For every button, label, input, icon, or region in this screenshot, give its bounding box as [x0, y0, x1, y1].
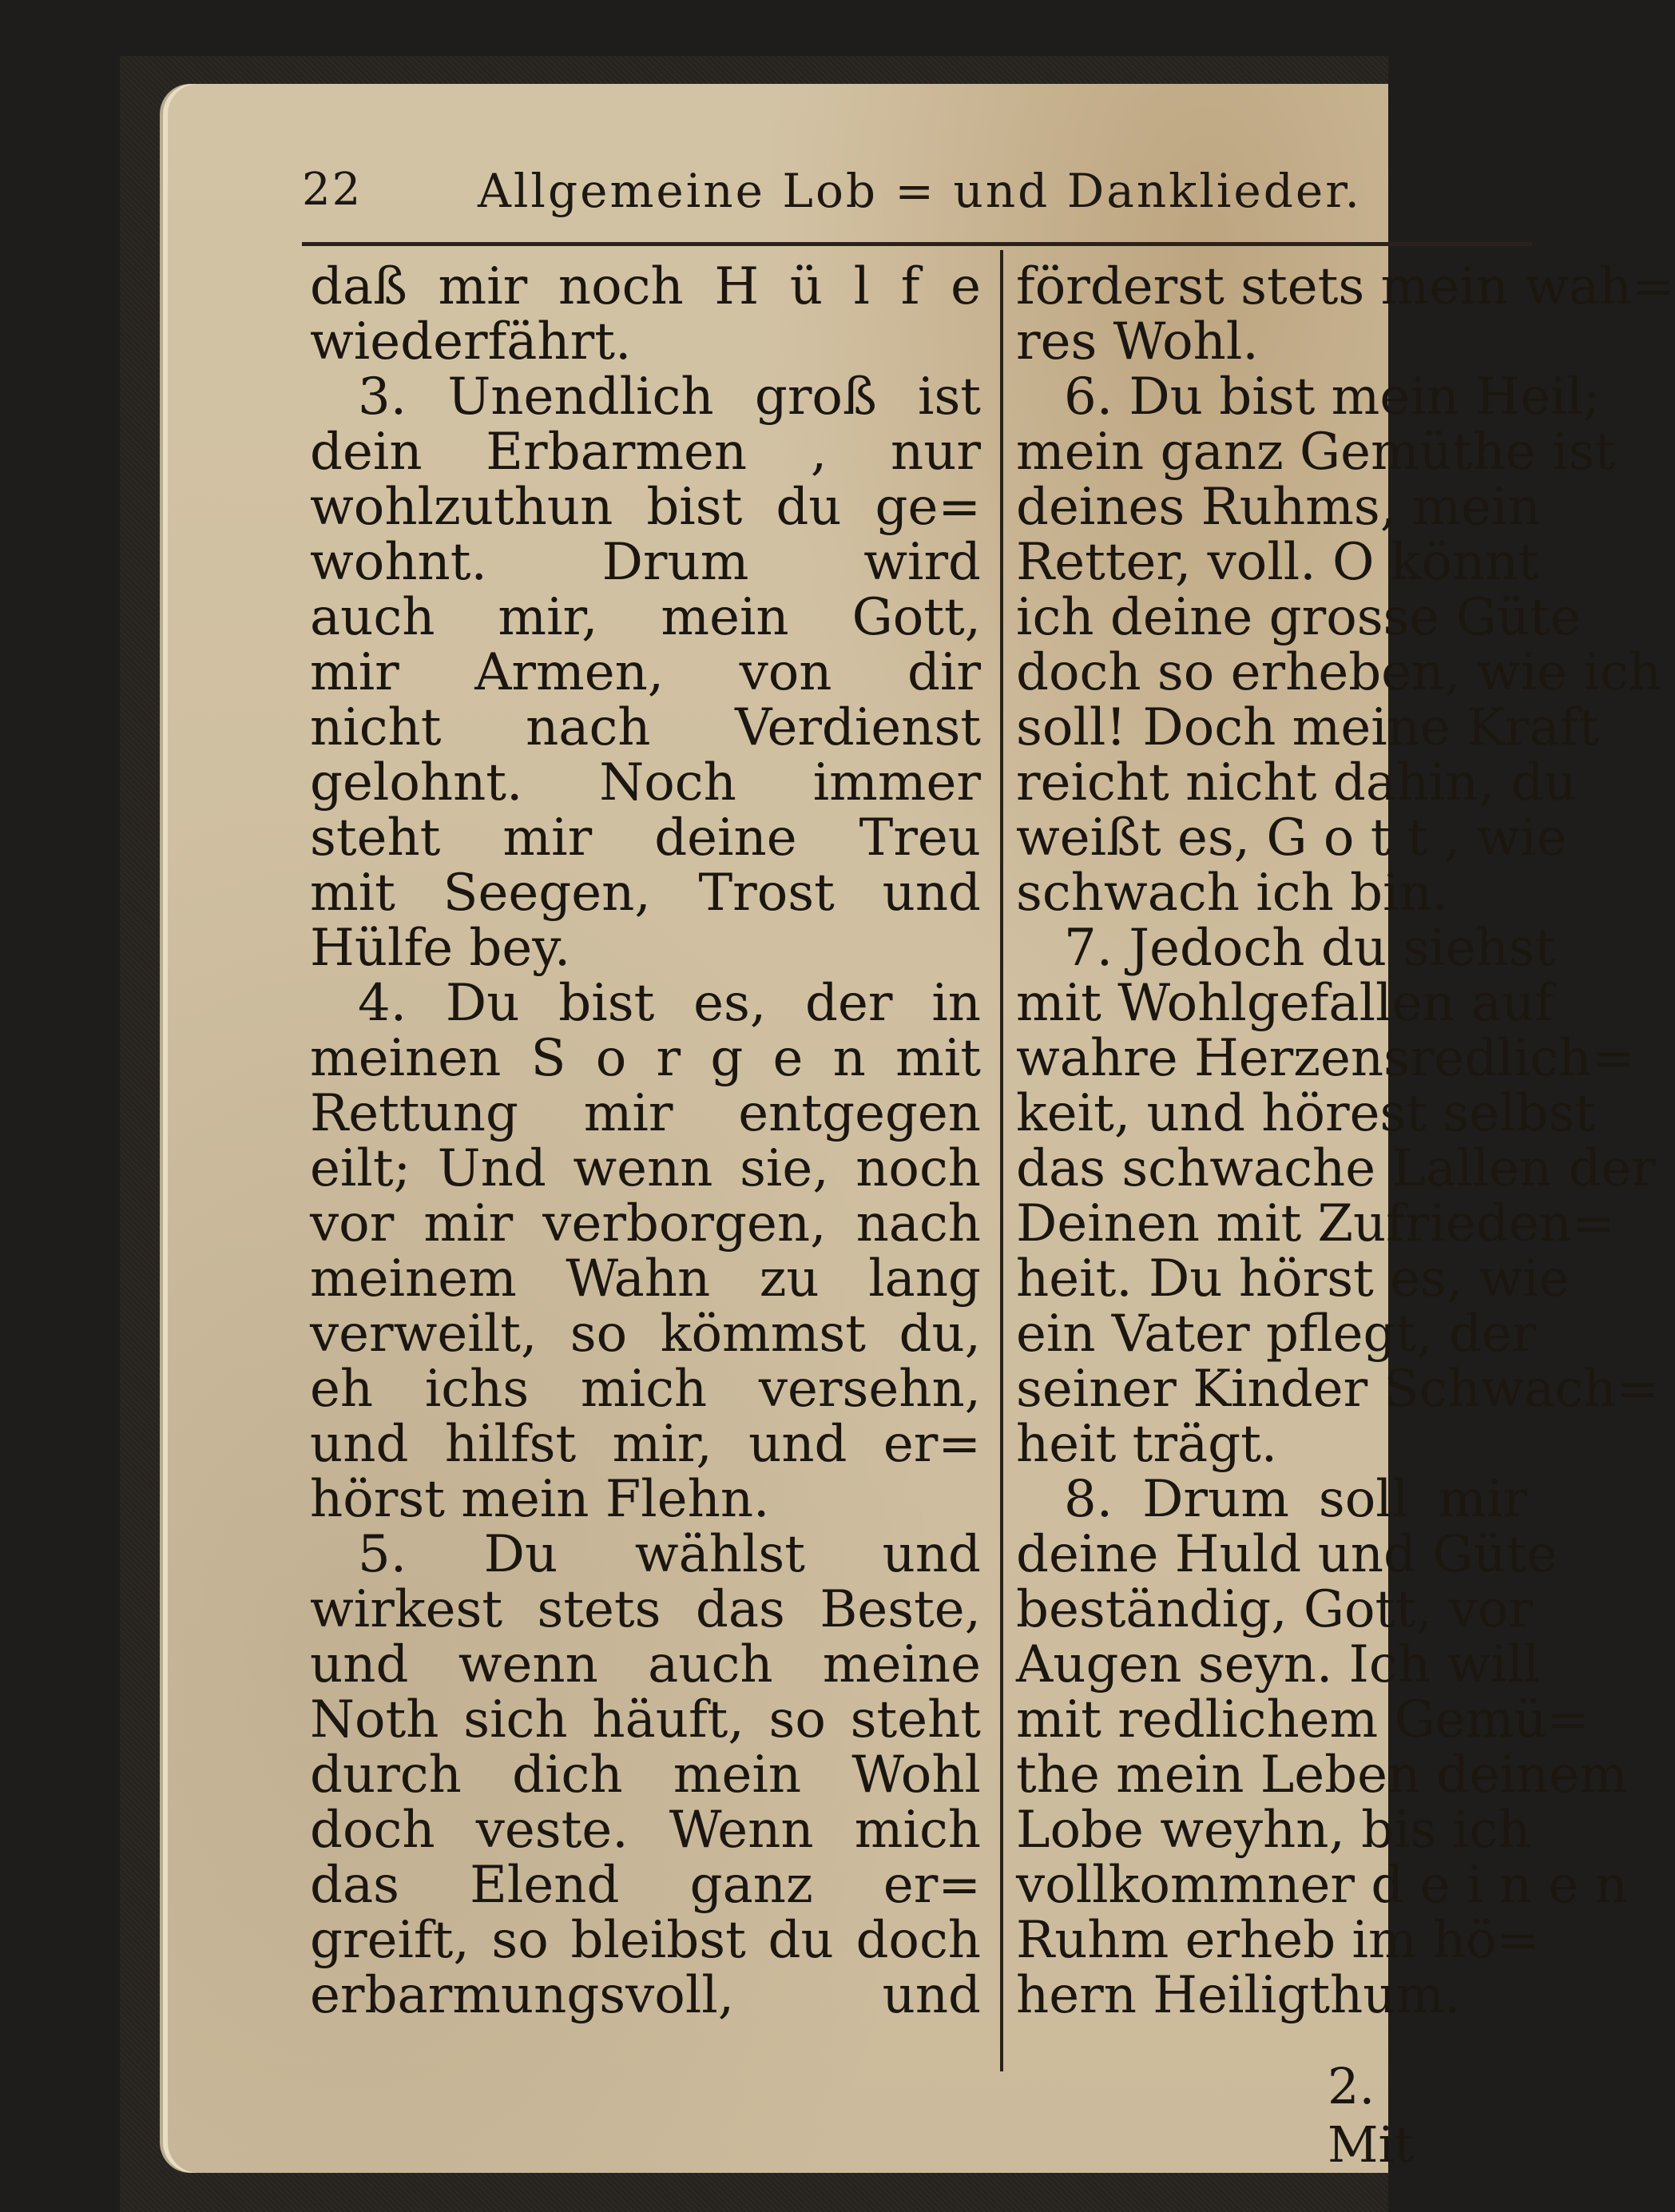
- text-line: erbarmungsvoll, und: [310, 1966, 981, 2025]
- text-line: vor mir verborgen, nach: [310, 1194, 981, 1253]
- text-line: Noth sich häuft, so steht: [310, 1690, 981, 1749]
- text-line: 3. Unendlich groß ist: [358, 367, 981, 427]
- text-line: Hülfe bey.: [310, 919, 571, 978]
- text-line: ein Vater pflegt, der: [1016, 1305, 1537, 1364]
- text-line: eilt; Und wenn sie, noch: [310, 1139, 981, 1198]
- text-line: und hilfst mir, und er=: [310, 1415, 981, 1474]
- text-line: Retter, voll. O könnt: [1016, 533, 1539, 592]
- text-line: the mein Leben deinem: [1016, 1745, 1628, 1805]
- text-line: 6. Du bist mein Heil;: [1064, 367, 1601, 427]
- text-line: mit Seegen, Trost und: [310, 864, 981, 923]
- text-line: steht mir deine Treu: [310, 808, 981, 868]
- text-line: und wenn auch meine: [310, 1635, 981, 1694]
- running-title: Allgemeine Lob = und Danklieder.: [478, 164, 1362, 218]
- text-line: greift, so bleibst du doch: [310, 1911, 981, 1970]
- header-rule: [302, 242, 1532, 246]
- text-line: durch dich mein Wohl: [310, 1745, 981, 1805]
- text-line: beständig, Gott, vor: [1016, 1580, 1533, 1639]
- text-line: daß mir noch H ü l f e: [310, 257, 981, 316]
- text-line: hörst mein Flehn.: [310, 1470, 770, 1529]
- text-line: wohlzuthun bist du ge=: [310, 478, 981, 537]
- text-line: gelohnt. Noch immer: [310, 753, 981, 812]
- text-line: vollkommner d e i n e n: [1016, 1856, 1628, 1915]
- text-line: 5. Du wählst und: [358, 1525, 981, 1584]
- text-line: Ruhm erheb im hö=: [1016, 1911, 1540, 1970]
- text-line: doch veste. Wenn mich: [310, 1801, 981, 1860]
- text-line: 8. Drum soll mir: [1064, 1470, 1527, 1529]
- text-line: das Elend ganz er=: [310, 1856, 981, 1915]
- text-line: wahre Herzensredlich=: [1016, 1029, 1634, 1088]
- text-line: mit Wohlgefallen auf: [1016, 974, 1554, 1033]
- text-line: eh ichs mich versehn,: [310, 1360, 981, 1419]
- text-line: weißt es, G o t t , wie: [1016, 808, 1567, 868]
- text-line: 4. Du bist es, der in: [358, 974, 981, 1033]
- text-line: hern Heiligthum.: [1016, 1966, 1461, 2025]
- text-line: keit, und hörest selbst: [1016, 1084, 1596, 1143]
- text-line: das schwache Lallen der: [1016, 1139, 1656, 1198]
- text-line: Rettung mir entgegen: [310, 1084, 981, 1143]
- text-line: Lobe weyhn, bis ich: [1016, 1801, 1531, 1860]
- page-header: [302, 149, 1532, 245]
- right-column: [1016, 257, 1675, 2025]
- text-line: mein ganz Gemüthe ist: [1016, 423, 1616, 482]
- text-line: deines Ruhms, mein: [1016, 478, 1541, 537]
- text-line: dein Erbarmen , nur: [310, 423, 981, 482]
- page-number: 22: [302, 164, 363, 216]
- catchword: 2. Mit: [1328, 2057, 1415, 2174]
- text-line: 7. Jedoch du siehst: [1064, 919, 1556, 978]
- column-divider: [1000, 250, 1003, 2071]
- text-line: mit redlichem Gemü=: [1016, 1690, 1590, 1749]
- text-line: soll! Doch meine Kraft: [1016, 698, 1600, 757]
- text-line: res Wohl.: [1016, 312, 1259, 371]
- text-line: deine Huld und Güte: [1016, 1525, 1558, 1584]
- text-line: schwach ich bin.: [1016, 864, 1449, 923]
- text-line: doch so erheben, wie ich: [1016, 643, 1661, 702]
- text-line: wirkest stets das Beste,: [310, 1580, 981, 1639]
- text-line: nicht nach Verdienst: [310, 698, 981, 757]
- text-line: wiederfährt.: [310, 312, 632, 371]
- text-line: mir Armen, von dir: [310, 643, 981, 702]
- text-line: seiner Kinder Schwach=: [1016, 1360, 1660, 1419]
- text-line: ich deine grosse Güte: [1016, 588, 1581, 647]
- left-column: [310, 257, 981, 2025]
- text-line: meinen S o r g e n mit: [310, 1029, 981, 1088]
- text-line: verweilt, so kömmst du,: [310, 1305, 981, 1364]
- text-line: reicht nicht dahin, du: [1016, 753, 1577, 812]
- text-line: heit trägt.: [1016, 1415, 1278, 1474]
- text-line: Deinen mit Zufrieden=: [1016, 1194, 1615, 1253]
- text-line: auch mir, mein Gott,: [310, 588, 981, 647]
- book-page: [168, 84, 1675, 2174]
- text-line: heit. Du hörst es, wie: [1016, 1249, 1570, 1309]
- text-line: förderst stets mein wah=: [1016, 257, 1675, 316]
- text-line: meinem Wahn zu lang: [310, 1249, 981, 1309]
- text-line: wohnt. Drum wird: [310, 533, 981, 592]
- text-line: Augen seyn. Ich will: [1016, 1635, 1540, 1694]
